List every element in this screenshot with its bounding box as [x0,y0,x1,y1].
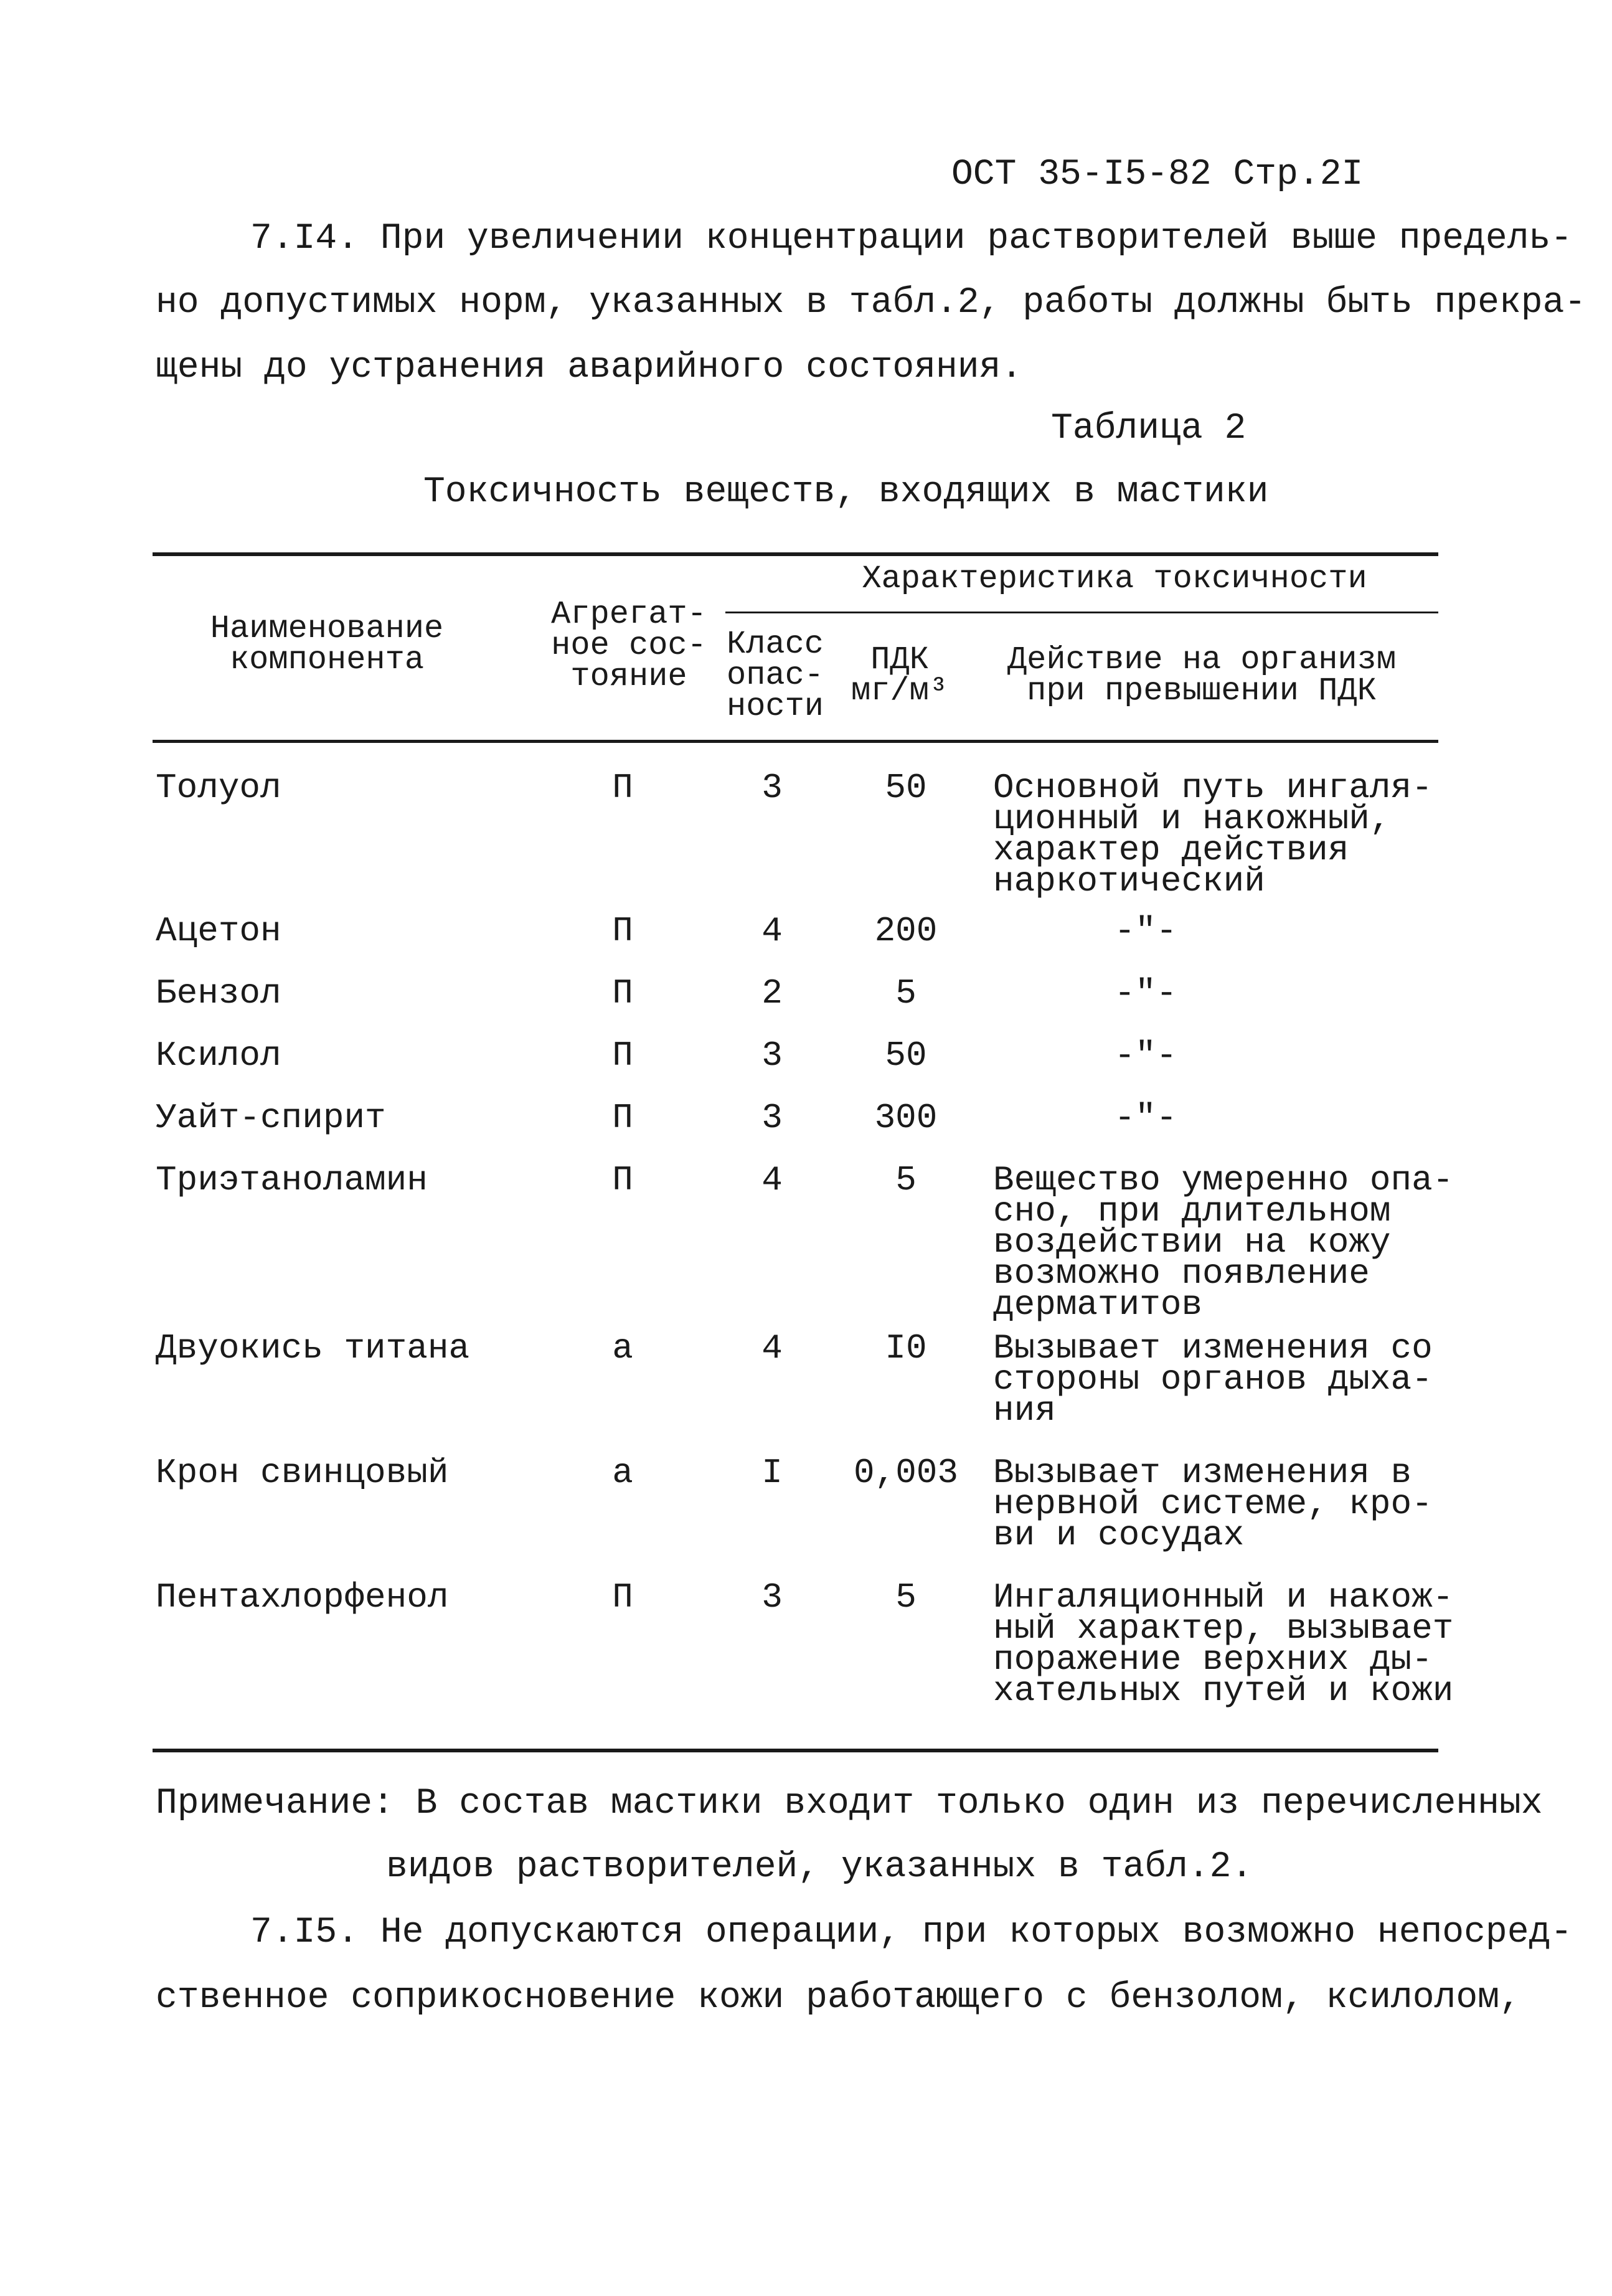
cell-action: -"- [1114,1036,1177,1075]
header-aggregate-state: Агрегат- ное сос- тояние [551,596,707,695]
cell-pdk: 5 [895,973,917,1013]
header-hazard-class: Класс опас- ности [726,626,824,725]
cell-hazard-class: 3 [761,1036,783,1075]
cell-pdk: 0,003 [853,1453,959,1493]
cell-aggregate-state: П [612,768,633,808]
table-title: Токсичность веществ, входящих в мастики [423,472,1269,513]
table-header-group-rule [725,612,1438,613]
header-pdk: ПДК мг/м³ [851,641,949,709]
cell-pdk: I0 [885,1328,927,1368]
cell-pdk: 5 [895,1577,917,1617]
cell-hazard-class: 4 [761,1328,783,1368]
cell-component-name: Триэтаноламин [156,1160,428,1200]
note-line-2: видов растворителей, указанных в табл.2. [386,1847,1253,1887]
paragraph-7-14-line-1: 7.I4. При увеличении концентрации растворителей выше предель- [250,219,1573,259]
cell-aggregate-state: П [612,1098,633,1138]
cell-aggregate-state: П [612,973,633,1013]
cell-hazard-class: 4 [761,1160,783,1200]
header-component-name: Наименование компонента [210,610,444,678]
cell-component-name: Толуол [156,768,281,808]
cell-pdk: 5 [895,1160,917,1200]
cell-action: -"- [1114,1098,1177,1138]
cell-action: Основной путь ингаля- ционный и накожный, характер действия наркотический [993,768,1433,901]
cell-aggregate-state: П [612,1036,633,1075]
cell-pdk: 50 [885,1036,927,1075]
cell-aggregate-state: П [612,1577,633,1617]
note-line-1: Примечание: В состав мастики входит только один из перечисленных [156,1783,1543,1824]
cell-pdk: 50 [885,768,927,808]
paragraph-7-15-line-2: ственное соприкосновение кожи работающего с бензолом, ксилолом, [156,1978,1521,2018]
header-action-on-organism: Действие на организм при превышении ПДК [1007,641,1397,709]
cell-aggregate-state: П [612,1160,633,1200]
cell-component-name: Ацетон [156,911,281,951]
cell-component-name: Ксилол [156,1036,281,1075]
cell-hazard-class: 3 [761,768,783,808]
table-bottom-rule [153,1749,1438,1752]
cell-aggregate-state: П [612,911,633,951]
cell-component-name: Крон свинцовый [156,1453,449,1493]
paragraph-7-14-line-2: но допустимых норм, указанных в табл.2, работы должны быть прекра- [156,283,1586,323]
header-toxicity-characteristics: Характеристика токсичности [862,560,1367,597]
cell-action: Вещество умеренно опа- сно, при длительном воздействии на кожу возможно появление дерматитов [993,1160,1454,1325]
table-top-rule [153,552,1438,556]
paragraph-7-14-line-3: щены до устранения аварийного состояния. [156,347,1023,388]
cell-hazard-class: 4 [761,911,783,951]
cell-aggregate-state: а [612,1328,633,1368]
page-header-reference: ОСТ 35-I5-82 Стр.2I [951,154,1364,195]
table-header-bottom-rule [153,740,1438,743]
cell-pdk: 300 [874,1098,938,1138]
cell-component-name: Уайт-спирит [156,1098,386,1138]
cell-aggregate-state: а [612,1453,633,1493]
cell-hazard-class: 3 [761,1098,783,1138]
cell-pdk: 200 [874,911,938,951]
cell-component-name: Бензол [156,973,281,1013]
table-number: Таблица 2 [1051,409,1247,449]
cell-hazard-class: 2 [761,973,783,1013]
cell-component-name: Двуокись титана [156,1328,470,1368]
cell-hazard-class: 3 [761,1577,783,1617]
paragraph-7-15-line-1: 7.I5. Не допускаются операции, при которых возможно непосред- [250,1912,1573,1953]
cell-action: Вызывает изменения со стороны органов дыха- ния [993,1328,1433,1430]
cell-component-name: Пентахлорфенол [156,1577,449,1617]
cell-action: -"- [1114,911,1177,951]
cell-action: Вызывает изменения в нервной системе, кро- ви и сосудах [993,1453,1433,1555]
cell-action: Ингаляционный и накож- ный характер, вызывает поражение верхних ды- хательных путей и кожи [993,1577,1454,1711]
cell-hazard-class: I [761,1453,783,1493]
cell-action: -"- [1114,973,1177,1013]
